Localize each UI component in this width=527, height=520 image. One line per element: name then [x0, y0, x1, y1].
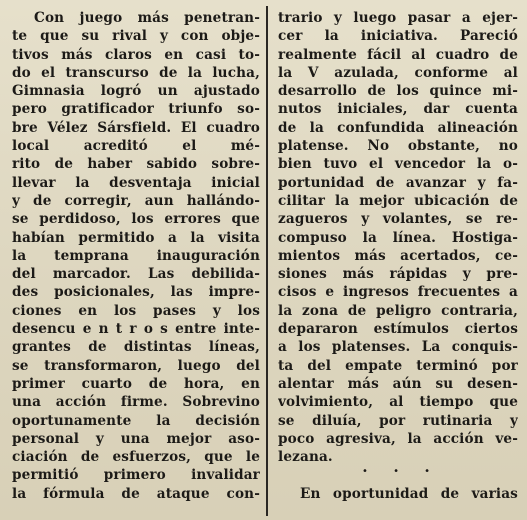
text-line: siones más rápidas y pre- [278, 266, 518, 283]
text-line: habían permitido a la visita [12, 229, 260, 246]
text-line: una acción firme. Sobrevino [12, 394, 260, 411]
text-line: des posicionales, las impre- [12, 284, 260, 301]
text-line: zagueros y volantes, se re- [278, 211, 518, 228]
text-line: cisos e ingresos frecuentes a [278, 284, 518, 301]
text-line: oportunamente la decisión [12, 412, 260, 429]
text-line: local acreditó el mé- [12, 138, 260, 155]
text-line: portunidad de avanzar y fa- [278, 174, 518, 191]
text-line: ciones en los pases y los [12, 302, 260, 319]
text-line: la zona de peligro contraria, [278, 302, 518, 319]
text-line: se diluía, por rutinaria y [278, 412, 518, 429]
text-line: ta del empate terminó por [278, 357, 518, 374]
text-line: platense. No obstante, no [278, 138, 518, 155]
text-line: te que su rival y con obje- [12, 28, 260, 45]
left-column [12, 9, 260, 503]
text-line: permitió primero invalidar [12, 467, 260, 484]
section-separator: • • • [362, 466, 442, 477]
text-line: se perdidoso, los errores que [12, 211, 260, 228]
text-line: Gimnasia logró un ajustado [12, 83, 260, 100]
text-line: realmente fácil al cuadro de [278, 46, 518, 63]
text-line: desarrollo de los quince mi- [278, 83, 518, 100]
text-line: poco agresiva, la acción ve- [278, 430, 518, 447]
text-line: trario y luego pasar a ejer- [278, 10, 518, 26]
text-line: pero gratificador triunfo so- [12, 101, 260, 118]
text-line: Con juego más penetran- [34, 10, 260, 26]
text-line: del marcador. Las debilida- [12, 266, 260, 283]
text-line: tivos más claros en casi to- [12, 46, 260, 63]
text-line: grantes de distintas líneas, [12, 339, 260, 356]
text-line: personal y una mejor aso- [12, 430, 260, 447]
column-divider [266, 6, 268, 516]
text-line: alentar más aún su desen- [278, 375, 518, 392]
text-line: do el transcurso de la lucha, [12, 64, 260, 81]
text-line: mientos más acertados, ce- [278, 247, 518, 264]
text-line: y de corregir, aun hallándo- [12, 192, 260, 209]
text-line: ciación de esfuerzos, que le [12, 449, 260, 466]
text-line: de la confundida alineación [278, 119, 518, 136]
text-line: la V azulada, conforme al [278, 64, 518, 81]
text-line: depararon estímulos ciertos [278, 321, 518, 338]
text-line: nutos iniciales, dar cuenta [278, 101, 518, 118]
text-line: la fórmula de ataque con- [12, 485, 260, 502]
text-line: rito de haber sabido sobre- [12, 156, 260, 173]
right-column [278, 9, 518, 503]
text-line: compuso la línea. Hostiga- [278, 229, 518, 246]
text-line: a los platenses. La conquis- [278, 339, 518, 356]
text-line-last: lezana. [278, 449, 333, 466]
text-line: la temprana inauguración [12, 247, 260, 264]
text-line: volvimiento, al tiempo que [278, 394, 518, 411]
text-line: cilitar la mejor ubicación de [278, 192, 518, 209]
text-line: bre Vélez Sársfield. El cuadro [12, 119, 260, 136]
text-line: desencu e n t r o s entre inte- [12, 321, 260, 338]
text-line: cer la iniciativa. Pareció [278, 28, 518, 45]
text-line: llevar la desventaja inicial [12, 174, 260, 191]
next-paragraph-start: En oportunidad de varias [300, 485, 518, 502]
text-line: primer cuarto de hora, en [12, 375, 260, 392]
text-line: bien tuvo el vencedor la o- [278, 156, 518, 173]
text-line: se transformaron, luego del [12, 357, 260, 374]
